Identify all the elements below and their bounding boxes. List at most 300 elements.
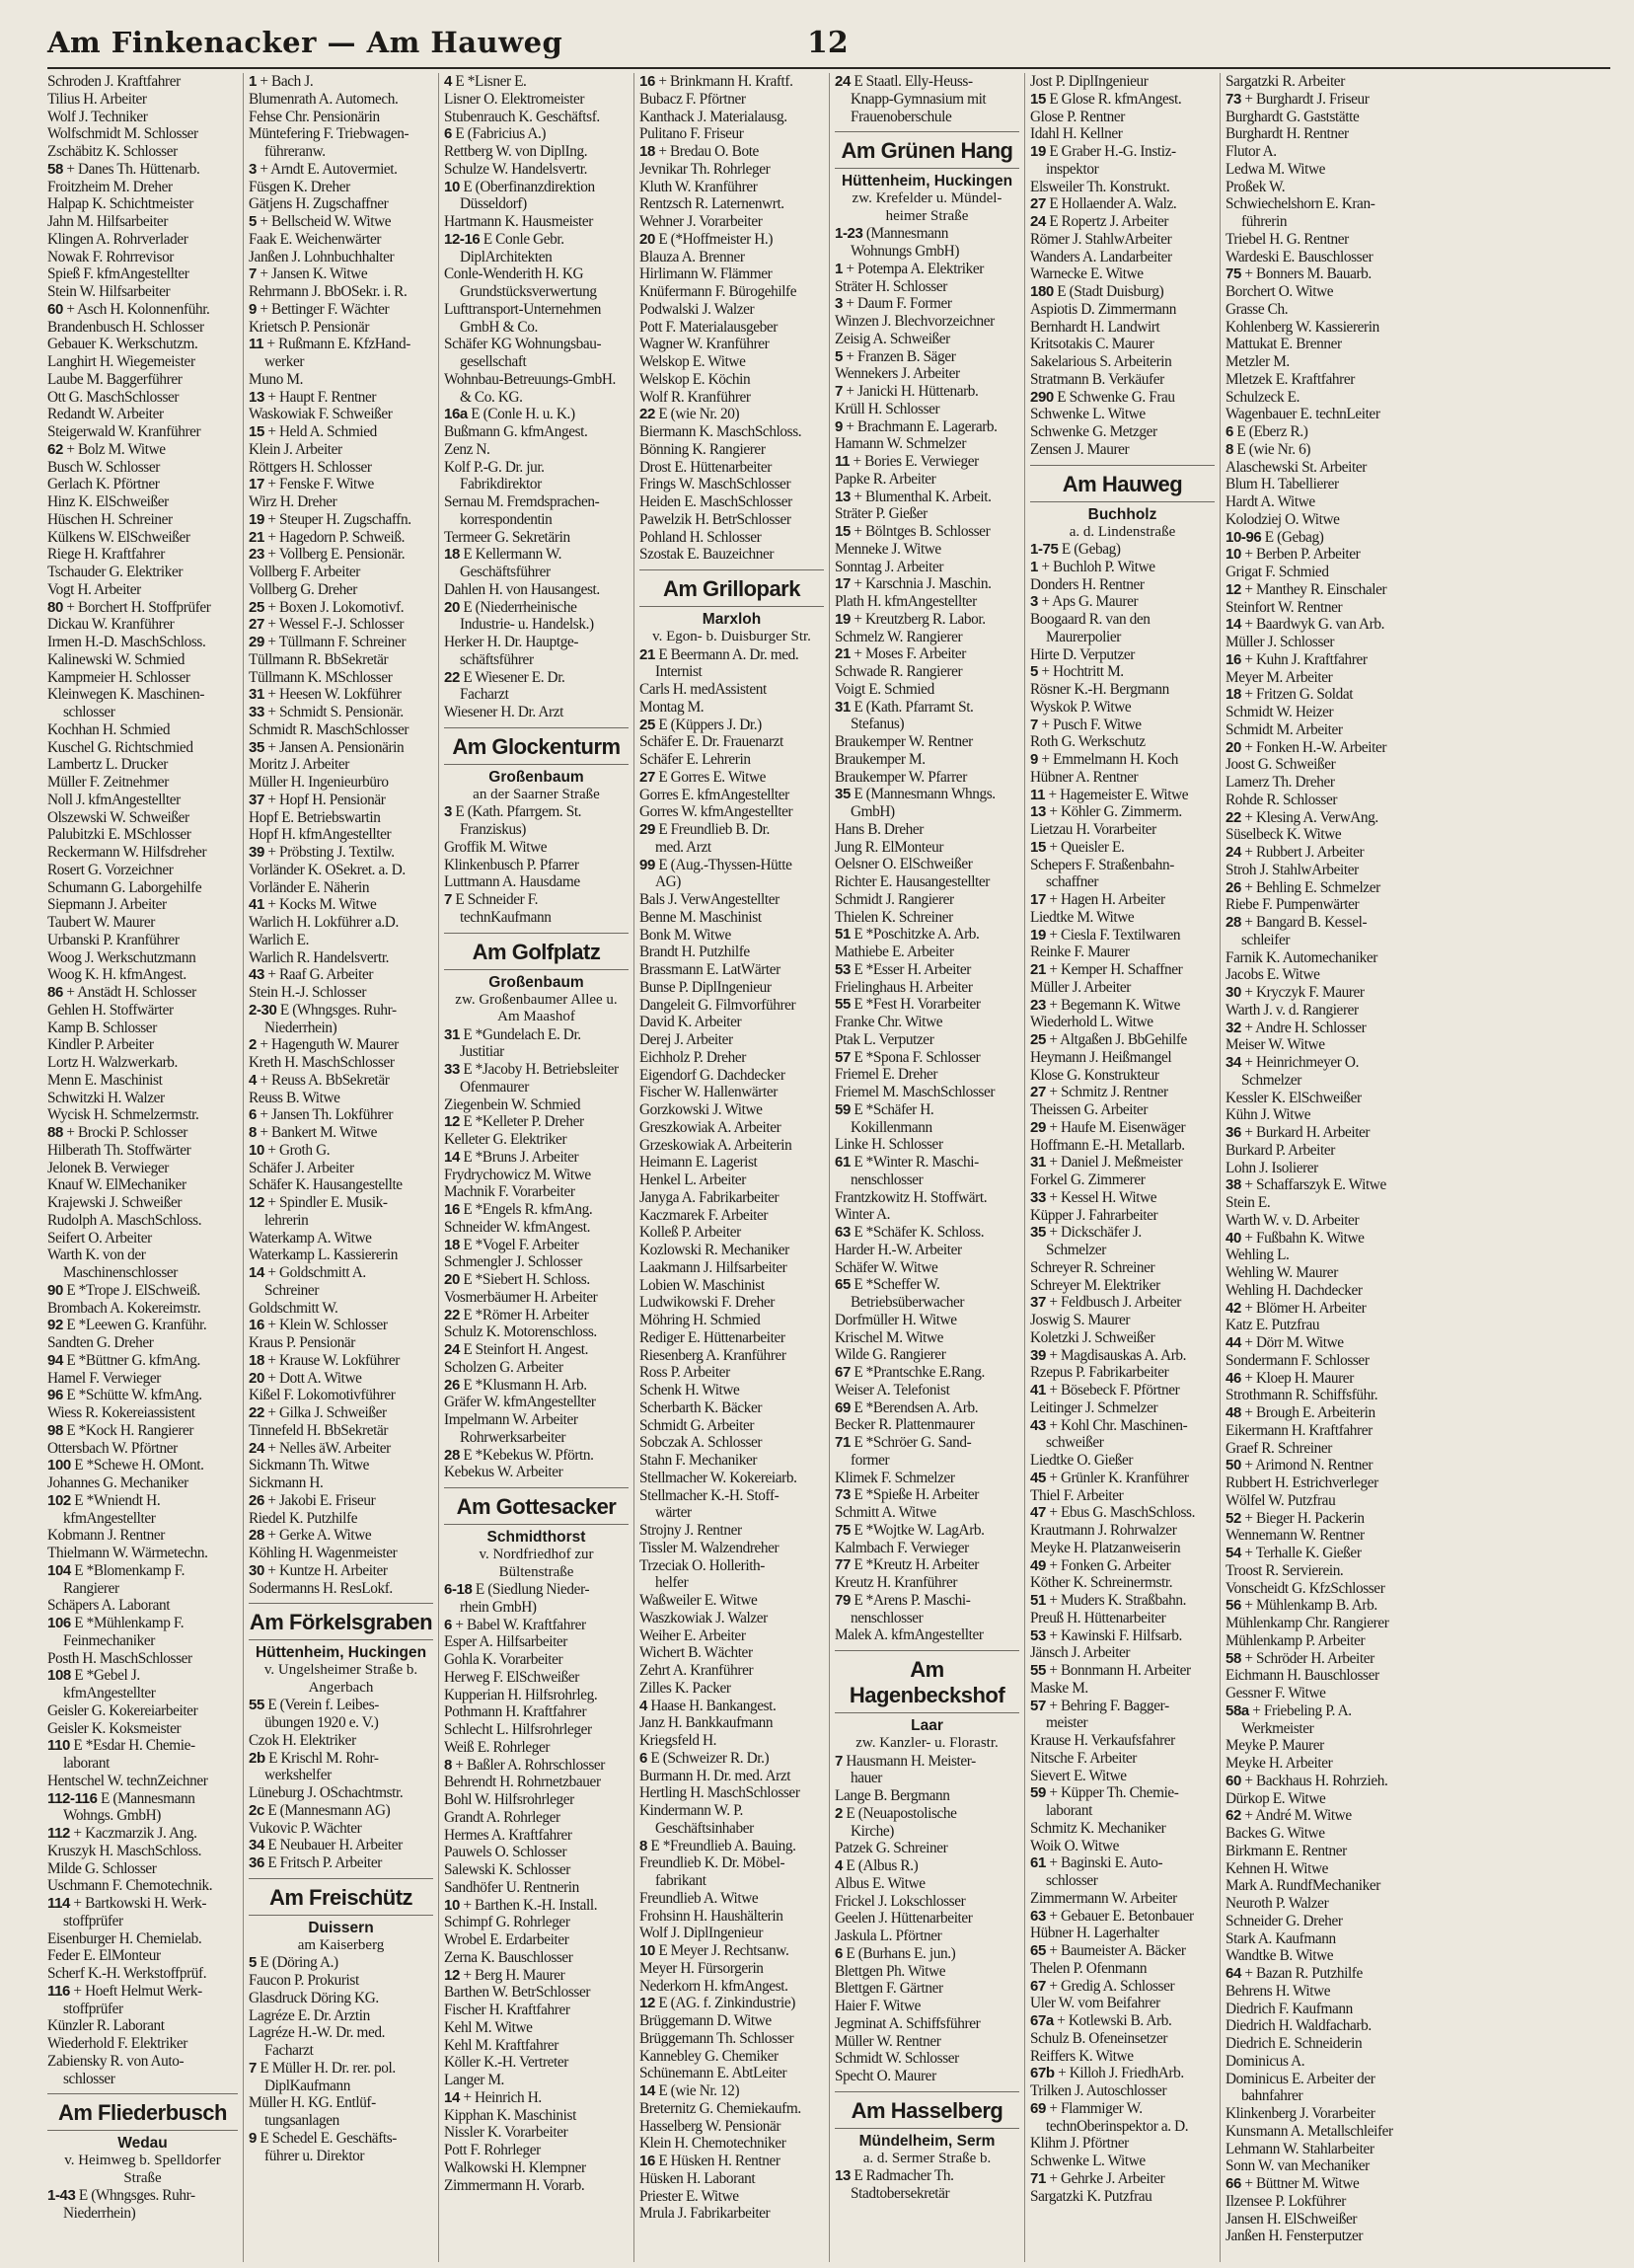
district-name: Buchholz [1087,505,1157,523]
house-number: 180 [1030,283,1054,300]
house-number: 112-116 [47,1789,98,1807]
resident-entry: Meyer M. Arbeiter [1226,668,1333,686]
resident-entry: Vonscheidt G. KfzSchlosser [1226,1579,1385,1597]
resident-entry: Behrens H. Witwe [1226,1982,1331,2000]
resident-entry: Uschmann F. Chemotechnik. [47,1877,213,1895]
resident-entry: Frauenoberschule [851,108,952,125]
house-number: 15 [1030,838,1046,856]
house-number: 27 [249,616,264,634]
resident-entry: Winter A. [835,1206,891,1224]
resident-entry: Sievert E. Witwe [1030,1767,1127,1784]
resident-entry: Strothmann R. Schiffsführ. [1226,1387,1378,1404]
resident-entry: 8 E (wie Nr. 6) [1226,440,1311,458]
resident-entry: Bußmann G. kfmAngest. [444,423,588,440]
resident-entry: Warnecke E. Witwe [1030,265,1144,283]
resident-entry: Pohland H. Schlosser [639,528,762,546]
house-number: 59 [1030,1784,1046,1802]
resident-entry: Sickmann Th. Witwe [249,1457,370,1474]
resident-entry: Industrie- u. Handelsk.) [460,616,594,634]
resident-entry: Wrobel E. Erdarbeiter [444,1931,569,1948]
resident-entry: Grundstücksverwertung [460,283,597,300]
resident-entry: Schmidt R. MaschSchlosser [249,720,409,738]
resident-entry: Schäfer W. Witwe [835,1258,938,1276]
house-number: 62 [47,440,63,458]
resident-entry: Franke Chr. Witwe [835,1014,943,1030]
resident-entry: 6 E (Fabricius A.) [444,125,547,143]
resident-entry: Riege H. Kraftfahrer [47,546,165,564]
resident-entry: Vogt H. Arbeiter [47,580,141,598]
resident-entry: Kolleß P. Arbeiter [639,1224,741,1242]
street-heading: Am Glockenturm [444,727,629,765]
resident-entry: Scholzen G. Arbeiter [444,1358,563,1376]
house-number: 14 [639,2082,655,2099]
resident-entry: Wehling W. Maurer [1226,1264,1338,1281]
resident-entry: Kreutz H. Kranführer [835,1574,958,1591]
resident-entry: Schmidt J. Rangierer [835,890,954,908]
resident-entry: 94 E *Büttner G. kfmAng. [47,1351,200,1369]
resident-entry: 88 + Brocki P. Schlosser [47,1124,187,1141]
resident-entry: Hamann W. Schmelzer [835,435,967,453]
resident-entry: Trzeciak O. Hollerith- [639,1556,765,1574]
resident-entry: Eichholz P. Dreher [639,1048,746,1066]
resident-entry: 16a E (Conle H. u. K.) [444,406,575,423]
resident-entry: Geisler K. Koksmeister [47,1719,182,1737]
resident-entry: Alaschewski St. Arbeiter [1226,458,1367,476]
resident-entry: Preuß H. Hüttenarbeiter [1030,1609,1166,1626]
house-number: 30 [249,1561,264,1579]
resident-entry: 20 E *Siebert H. Schloss. [444,1271,590,1288]
resident-entry: Groffik M. Witwe [444,838,548,856]
resident-entry: Fabrikdirektor [460,476,542,493]
resident-entry: 112-116 E (Mannesmann [47,1789,195,1807]
resident-entry: Wiederhold F. Elektriker [47,2035,187,2052]
resident-entry: Kreth H. MaschSchlosser [249,1054,395,1071]
resident-entry: Schmidt M. Arbeiter [1226,720,1343,738]
house-number: 12 [639,1995,655,2012]
resident-entry: 13 + Haupt F. Rentner [249,388,377,406]
resident-entry: Hoffmann E.-H. Metallarb. [1030,1136,1185,1154]
resident-entry: Brandenbusch H. Schlosser [47,318,204,336]
resident-entry: Scherf K.-H. Werkstoffprüf. [47,1965,207,1982]
house-number: 35 [835,786,851,803]
resident-entry: Kritsotakis C. Maurer [1030,336,1154,353]
resident-entry: Ofenmaurer [460,1078,529,1096]
resident-entry: 21 E Beermann A. Dr. med. [639,645,799,663]
house-number: 31 [249,686,264,704]
house-number: 102 [47,1491,71,1509]
resident-entry: Kelleter G. Elektriker [444,1131,567,1148]
resident-entry: Sonn W. van Mechaniker [1226,2157,1370,2175]
resident-entry: 8 + Baßler A. Rohrschlosser [444,1756,605,1774]
resident-entry: Frickel J. Lokschlosser [835,1892,966,1910]
resident-entry: Gräfer W. kfmAngestellter [444,1394,596,1411]
resident-entry: laborant [63,1755,110,1772]
resident-entry: 46 + Kloep H. Maurer [1226,1369,1354,1387]
resident-entry: 79 E *Arens P. Maschi- [835,1591,971,1609]
resident-entry: Heiden E. MaschSchlosser [639,493,792,510]
resident-entry: 73 + Burghardt J. Friseur [1226,90,1370,108]
house-number: 48 [1226,1404,1241,1421]
resident-entry: 22 E *Römer H. Arbeiter [444,1306,589,1323]
resident-entry: Friemel M. MaschSchlosser [835,1084,996,1100]
resident-entry: 15 + Held A. Schmied [249,423,377,440]
house-number: 8 [1226,440,1233,458]
resident-entry: Betriebsüberwacher [851,1294,965,1311]
resident-entry: Wyskok P. Witwe [1030,698,1132,716]
resident-entry: 41 + Bösebeck F. Pförtner [1030,1382,1180,1399]
resident-entry: 22 + Klesing A. VerwAng. [1226,808,1378,826]
resident-entry: Trilken J. Autoschlosser [1030,2082,1167,2099]
resident-entry: Welskop E. Köchin [639,370,751,388]
resident-entry: 42 + Blömer H. Arbeiter [1226,1299,1367,1317]
resident-entry: Meyer H. Fürsorgerin [639,1959,764,1977]
resident-entry: Behrendt H. Rohrnetzbauer [444,1774,601,1791]
resident-entry: Blauza A. Brenner [639,248,745,265]
resident-entry: 13 E Radmacher Th. [835,2167,954,2185]
resident-entry: Sträter H. Schlosser [835,277,947,295]
resident-entry: Kokillenmann [851,1118,932,1136]
resident-entry: Warth K. von der [47,1247,146,1264]
resident-entry: Rubbert H. Estrichverleger [1226,1474,1378,1491]
resident-entry: 23 + Vollberg E. Pensionär. [249,546,406,564]
resident-entry: 21 + Moses F. Arbeiter [835,645,966,663]
resident-entry: 21 + Hagedorn P. Schweiß. [249,528,406,546]
resident-entry: 12-16 E Conle Gebr. [444,230,564,248]
resident-entry: Zenz N. [444,440,490,458]
resident-entry: Vosmerbäumer H. Arbeiter [444,1288,598,1306]
house-number: 55 [249,1697,264,1714]
resident-entry: Welskop E. Witwe [639,353,746,370]
resident-entry: 35 + Jansen A. Pensionärin [249,738,405,756]
resident-entry: Ludwikowski F. Dreher [639,1294,775,1312]
resident-entry: Justitiar [460,1043,504,1061]
resident-entry: Barthen W. BetrSchlosser [444,1984,591,2002]
resident-entry: Wohnbau-Betreuungs-GmbH. [444,370,616,388]
resident-entry: 67 + Gredig A. Schlosser [1030,1977,1175,1995]
resident-entry: Sandhöfer U. Rentnerin [444,1878,579,1896]
resident-entry: Müller J. Schlosser [1226,634,1335,650]
resident-entry: Liedtke O. Gießer [1030,1452,1134,1469]
resident-entry: 43 + Kohl Chr. Maschinen- [1030,1416,1188,1434]
resident-entry: 6 + Jansen Th. Lokführer [249,1106,394,1124]
resident-entry: Hartmann K. Hausmeister [444,213,593,230]
resident-entry: Schwade R. Rangierer [835,663,963,680]
house-number: 12 [444,1113,460,1131]
resident-entry: Grandt A. Rohrleger [444,1808,560,1826]
house-number: 92 [47,1317,63,1334]
resident-entry: 67a + Kotlewski B. Arb. [1030,2012,1172,2029]
resident-entry: Luttmann A. Hausdame [444,873,580,891]
resident-entry: 35 + Dickschäfer J. [1030,1224,1142,1242]
resident-entry: 55 E *Fest H. Vorarbeiter [835,996,981,1014]
house-number: 5 [249,213,257,230]
resident-entry: Sernau M. Fremdsprachen- [444,493,600,510]
resident-entry: Bubacz F. Pförtner [639,90,746,108]
house-number: 45 [1030,1469,1046,1486]
resident-entry: Muno M. [249,370,303,388]
resident-entry: 64 + Bazan R. Putzhilfe [1226,1965,1363,1982]
resident-entry: 24 + Rubbert J. Arbeiter [1226,844,1365,861]
house-number: 35 [249,738,264,756]
resident-entry: Kalmbach F. Verwieger [835,1539,969,1556]
resident-entry: Hinz K. ElSchweißer [47,493,169,510]
resident-entry: 5 + Franzen B. Säger [835,347,956,365]
resident-entry: Idahl H. Kellner [1030,125,1123,143]
resident-entry: Thielen K. Schreiner [835,908,953,926]
resident-entry: Bals J. VerwAngestellter [639,891,780,908]
house-number: 13 [835,488,851,505]
resident-entry: Faak E. Weichenwärter [249,230,382,248]
resident-entry: Schwenke G. Metzger [1030,423,1157,440]
resident-entry: 5 + Hochtritt M. [1030,663,1124,681]
resident-entry: 80 + Borchert H. Stoffprüfer [47,598,211,616]
house-number: 25 [1030,1031,1046,1048]
house-number: 6 [444,1616,452,1633]
house-number: 6 [1226,423,1233,440]
resident-entry: 20 E (*Hoffmeister H.) [639,230,774,248]
house-number: 21 [249,528,264,546]
house-number: 2c [249,1801,264,1819]
house-number: 2 [835,1804,843,1822]
resident-entry: Ottersbach W. Pförtner [47,1439,178,1457]
resident-entry: technOberinspektor a. D. [1046,2117,1189,2135]
resident-entry: Rediger E. Hüttenarbeiter [639,1328,785,1346]
resident-entry: Wichert B. Wächter [639,1644,753,1662]
resident-entry: 34 + Heinrichmeyer O. [1226,1054,1359,1071]
resident-entry: Linke H. Schlosser [835,1136,943,1154]
house-number: 15 [1030,90,1046,108]
resident-entry: Schulz B. Ofeneinsetzer [1030,2029,1168,2047]
resident-entry: Urbanski P. Kranführer [47,931,180,948]
resident-entry: Zerna K. Bauschlosser [444,1948,573,1966]
street-location: an der Saarner Straße [473,786,600,802]
resident-entry: 180 E (Stadt Duisburg) [1030,283,1164,300]
resident-entry: Kochhan H. Schmied [47,720,171,738]
resident-entry: 29 E Freundlieb B. Dr. [639,821,770,838]
house-number: 24 [444,1341,460,1358]
resident-entry: 4 E *Lisner E. [444,73,527,90]
resident-entry: 3 E (Kath. Pfarrgem. St. [444,803,582,821]
resident-entry: Steinfort W. Rentner [1226,598,1343,616]
resident-entry: 5 E (Döring A.) [249,1954,338,1972]
house-number: 26 [1226,878,1241,896]
resident-entry: Kozlowski R. Mechaniker [639,1242,789,1258]
resident-entry: Diedrich F. Kaufmann [1226,2000,1353,2017]
house-number: 33 [1030,1188,1046,1206]
resident-entry: 50 + Arimond N. Rentner [1226,1457,1374,1474]
resident-entry: Farnik K. Automechaniker [1226,948,1377,966]
resident-entry: Hübner H. Lagerhalter [1030,1925,1159,1942]
resident-entry: Kanthack J. Materialausg. [639,108,787,125]
house-number: 57 [835,1048,851,1066]
resident-entry: Wohngs. GmbH) [63,1807,161,1825]
house-number: 47 [1030,1504,1046,1522]
resident-entry: 11 + Hagemeister E. Witwe [1030,786,1189,803]
house-number: 116 [47,1982,70,2000]
directory-column [47,73,243,2262]
resident-entry: Hilberath Th. Stoffwärter [47,1141,191,1159]
house-number: 64 [1226,1965,1241,1982]
resident-entry: 2c E (Mannesmann AG) [249,1801,391,1819]
house-number: 12-16 [444,230,481,248]
house-number: 16 [249,1317,264,1334]
resident-entry: 16 E *Engels R. kfmAng. [444,1201,593,1218]
resident-entry: Sondermann F. Schlosser [1226,1351,1370,1369]
resident-entry: 60 + Asch H. Kolonnenführ. [47,300,210,318]
resident-entry: Gerlach K. Pförtner [47,476,160,493]
house-number: 14 [444,1148,460,1166]
house-number: 9 [249,300,257,318]
house-number: 28 [1226,914,1241,931]
resident-entry: Janßen H. Fensterputzer [1226,2228,1364,2245]
resident-entry: Wiess R. Kokereiassistent [47,1404,195,1421]
resident-entry: Uler W. vom Beifahrer [1030,1995,1160,2012]
resident-entry: Zimmermann W. Arbeiter [1030,1889,1177,1907]
resident-entry: schleifer [1241,931,1291,948]
resident-entry: Frings W. MaschSchlosser [639,476,791,493]
house-number: 10 [444,1896,460,1914]
resident-entry: Thelen P. Ofenmann [1030,1959,1148,1977]
house-number: 9 [1030,751,1038,768]
resident-entry: Heimann E. Lagerist [639,1154,758,1172]
resident-entry: Sargatzki R. Arbeiter [1226,73,1345,90]
resident-entry: schlosser [63,2070,115,2087]
resident-entry: Janz H. Bankkaufmann [639,1714,774,1732]
resident-entry: 290 E Schwenke G. Frau [1030,388,1175,406]
resident-entry: Greszkowiak A. Arbeiter [639,1118,781,1136]
resident-entry: Mühlenkamp P. Arbeiter [1226,1631,1366,1649]
resident-entry: Jacobs E. Witwe [1226,966,1320,984]
house-number: 59 [835,1100,851,1118]
resident-entry: Specht O. Maurer [835,2068,936,2084]
house-number: 75 [835,1521,851,1539]
resident-entry: Schäfer E. Lehrerin [639,751,751,768]
resident-entry: Thiel F. Arbeiter [1030,1486,1124,1504]
house-number: 13 [835,2167,851,2185]
resident-entry: Küpper J. Fahrarbeiter [1030,1206,1158,1224]
resident-entry: Schmitt A. Witwe [835,1504,936,1521]
house-number: 71 [835,1434,851,1451]
resident-entry: 13 + Köhler G. Zimmerm. [1030,803,1182,821]
resident-entry: Neuroth P. Walzer [1226,1895,1329,1912]
resident-entry: 39 + Pröbsting J. Textilw. [249,844,395,861]
resident-entry: Schmelzer [1046,1242,1106,1258]
resident-entry: 2 E (Neuapostolische [835,1804,957,1822]
resident-entry: Forkel G. Zimmerer [1030,1172,1146,1188]
resident-entry: 7 + Pusch F. Witwe [1030,716,1142,733]
resident-entry: Diedrich H. Waldfacharb. [1226,2017,1372,2035]
resident-entry: DiplArchitekten [460,248,553,265]
house-number: 8 [639,1837,647,1854]
resident-entry: 6 E (Schweizer R. Dr.) [639,1749,770,1767]
house-number: 28 [249,1527,264,1545]
resident-entry: Schulzeck E. [1226,388,1300,406]
street-heading: Am Grünen Hang [835,131,1019,169]
resident-entry: Wölfel W. Putzfrau [1226,1491,1336,1509]
resident-entry: Blettgen F. Gärtner [835,1980,943,1998]
resident-entry: Mrula J. Fabrikarbeiter [639,2205,771,2223]
house-number: 18 [444,1236,460,1253]
resident-entry: Mletzek E. Kraftfahrer [1226,370,1355,388]
resident-entry: werker [264,353,305,370]
resident-entry: Stubenrauch K. Geschäftsf. [444,108,600,125]
resident-entry: Kluth W. Kranführer [639,178,758,195]
resident-entry: Henkel L. Arbeiter [639,1172,746,1188]
house-number: 22 [639,406,655,423]
street-heading: Am Freischütz [249,1878,433,1916]
resident-entry: 53 + Kawinski F. Hilfsarb. [1030,1626,1182,1644]
resident-entry: fabrikant [655,1872,706,1889]
resident-entry: Donders H. Rentner [1030,575,1145,593]
resident-entry: Internist [655,663,703,681]
resident-entry: Jänsch J. Arbeiter [1030,1644,1131,1662]
resident-entry: 13 + Blumenthal K. Arbeit. [835,488,992,505]
house-number: 7 [835,383,843,400]
resident-entry: Klinkenberg J. Vorarbeiter [1226,2105,1375,2122]
house-number: 16 [1226,650,1241,668]
resident-entry: Impelmann W. Arbeiter [444,1411,578,1428]
resident-entry: Klein J. Arbeiter [249,440,342,458]
resident-entry: Jansen H. ElSchweißer [1226,2210,1358,2228]
resident-entry: 67 E *Prantschke E.Rang. [835,1364,985,1381]
resident-entry: Wirz H. Dreher [249,493,337,510]
resident-entry: Esper A. Hilfsarbeiter [444,1633,568,1651]
resident-entry: 63 + Gebauer E. Betonbauer [1030,1907,1194,1925]
house-number: 3 [444,803,452,821]
resident-entry: 17 + Fenske F. Witwe [249,476,374,493]
resident-entry: Müller F. Zeitnehmer [47,774,169,791]
resident-entry: Schwiechelshorn E. Kran- [1226,195,1375,213]
resident-entry: Voigt E. Schmied [835,680,934,698]
resident-entry: 65 + Baumeister A. Bäcker [1030,1942,1186,1959]
house-number: 58 [1226,1649,1241,1667]
resident-entry: Kunsmann A. Metallschleifer [1226,2122,1393,2140]
resident-entry: Podwalski J. Walzer [639,300,755,318]
resident-entry: 27 + Schmitz J. Rentner [1030,1084,1168,1101]
resident-entry: 16 + Brinkmann H. Kraftf. [639,73,793,90]
resident-entry: Burkard P. Arbeiter [1226,1141,1335,1159]
house-number: 24 [835,73,851,90]
resident-entry: 77 E *Kreutz H. Arbeiter [835,1556,979,1574]
house-number: 54 [1226,1545,1241,1561]
house-number: 71 [1030,2169,1046,2187]
resident-entry: Leitinger J. Schmelzer [1030,1399,1158,1416]
resident-entry: 114 + Bartkowski H. Werk- [47,1895,207,1912]
resident-entry: 14 + Goldschmitt A. [249,1264,366,1281]
house-number: 112 [47,1825,70,1842]
resident-entry: Bunse P. DiplIngenieur [639,978,772,996]
resident-entry: Hentschel W. technZeichner [47,1772,208,1789]
resident-entry: Gehlen H. Stoffwärter [47,1001,174,1019]
resident-entry: Malek A. kfmAngestellter [835,1626,984,1644]
house-number: 19 [1030,143,1046,160]
resident-entry: Lehmann W. Stahlarbeiter [1226,2140,1374,2157]
resident-entry: Sträter P. Gießer [835,505,928,523]
resident-entry: Schäpers A. Laborant [47,1597,171,1615]
resident-entry: Wehling H. Dachdecker [1226,1281,1363,1299]
resident-entry: Brombach A. Kokereimstr. [47,1299,201,1317]
house-number: 24 [1030,213,1046,230]
resident-entry: Jahn M. Hilfsarbeiter [47,213,169,230]
resident-entry: 43 + Raaf G. Arbeiter [249,966,374,984]
resident-entry: Hans B. Dreher [835,820,924,838]
resident-entry: Menn E. Maschinist [47,1071,163,1089]
house-number: 56 [1226,1597,1241,1615]
district-name: Hüttenheim, Huckingen [255,1644,427,1662]
resident-entry: Glasdruck Döring KG. [249,1989,379,2006]
house-number: 40 [1226,1229,1241,1247]
directory-column [829,73,1024,2262]
